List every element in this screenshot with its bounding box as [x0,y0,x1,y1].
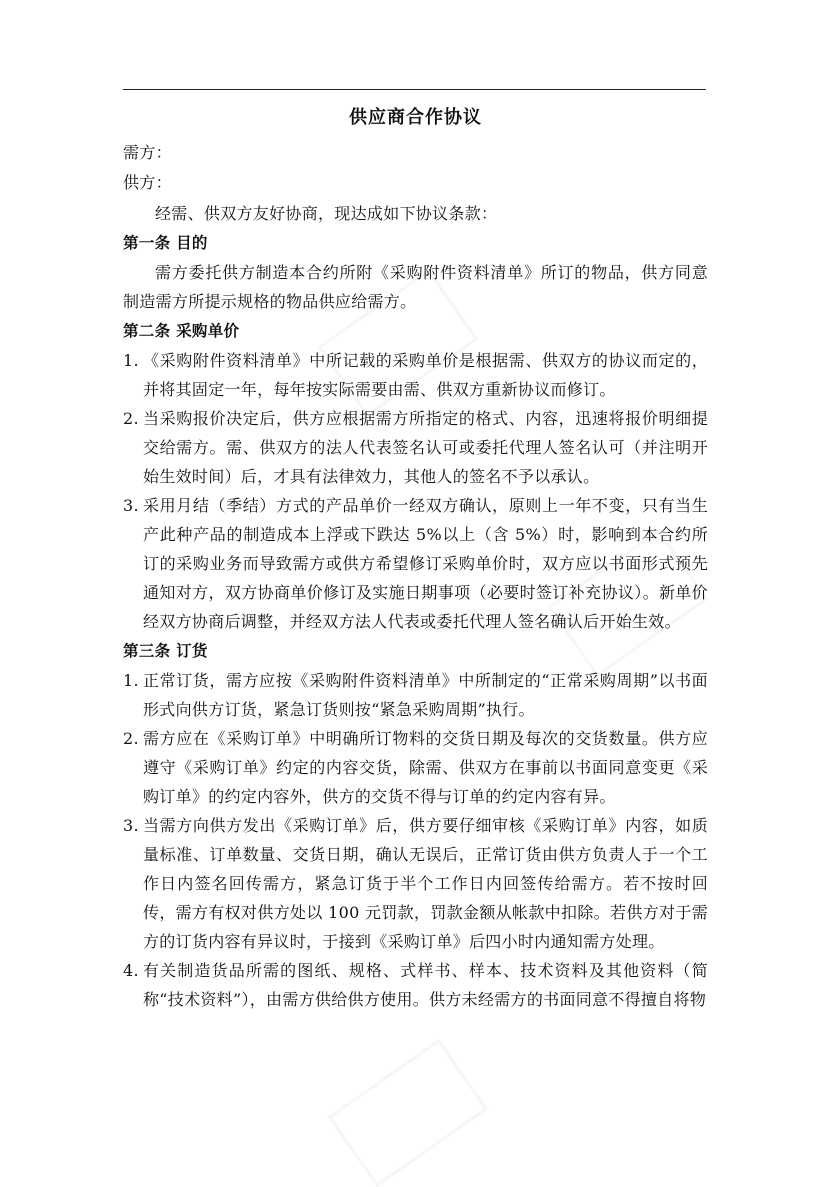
section-heading: 第二条 采购单价 [123,322,240,340]
section-paragraph: 需方委托供方制造本合约所附《采购附件资料清单》所订的物品，供方同意制造需方所提示规格的物品供应给需方。 [123,263,708,311]
clause-number: 1. [123,351,139,370]
watermark-decoration [328,1039,489,1187]
section-heading: 第一条 目的 [123,234,208,252]
party-supplier: 供方： [123,173,172,192]
clause-number: 3. [123,816,139,835]
header-rule [123,89,706,90]
party-buyer: 需方： [123,143,172,162]
list-item [123,404,708,491]
clause-number: 4. [123,961,139,980]
clause-number: 1. [123,671,139,690]
document-title: 供应商合作协议 [349,107,482,128]
document-body [123,100,708,1014]
list-item [123,811,708,956]
clause-list [123,666,708,1014]
intro-paragraph: 经需、供双方友好协商，现达成如下协议条款： [155,204,498,223]
section-heading: 第三条 订货 [123,642,208,660]
clause-text: 《采购附件资料清单》中所记载的采购单价是根据需、供双方的协议而定的，并将其固定一年，每年按实际需要由需、供双方重新协议而修订。 [143,351,708,399]
clause-text: 当采购报价决定后，供方应根据需方所指定的格式、内容，迅速将报价明细提交给需方。需、供双方的法人代表签名认可或委托代理人签名认可（并注明开始生效时间）后，才具有法律效力，其他人的签名不予以承认。 [143,409,708,486]
clause-number: 3. [123,496,139,515]
list-item [123,956,708,1014]
list-item [123,491,708,636]
list-item [123,666,708,724]
clause-number: 2. [123,409,139,428]
clause-text: 当需方向供方发出《采购订单》后，供方要仔细审核《采购订单》内容，如质量标准、订单数量、交货日期，确认无误后，正常订货由供方负责人于一个工作日内签名回传需方，紧急订货于半个工作日内回签传给需方。若不按时回传，需方有权对供方处以 100 元罚款，罚款金额从帐款中扣除。若供方对于需方的订货内容有异议时，于接到《采购订单》后四小时内通知需方处理。 [143,816,708,951]
list-item [123,346,708,404]
clause-text: 需方应在《采购订单》中明确所订物料的交货日期及每次的交货数量。供方应遵守《采购订单》约定的内容交货，除需、供双方在事前以书面同意变更《采购订单》的约定内容外，供方的交货不得与订单的约定内容有异。 [143,729,708,806]
clause-text: 采用月结（季结）方式的产品单价一经双方确认，原则上一年不变，只有当生产此种产品的制造成本上浮或下跌达 5%以上（含 5%）时，影响到本合约所订的采购业务而导致需方或供方希望修订采购单价时，双方应以书面形式预先通知对方，双方协商单价修订及实施日期事项（必要时签订补充协议）。新单价经双方协商后调整，并经双方法人代表或委托代理人签名确认后开始生效。 [143,496,708,631]
clause-list [123,346,708,636]
list-item [123,724,708,811]
clause-text: 有关制造货品所需的图纸、规格、式样书、样本、技术资料及其他资料（简称“技术资料”），由需方供给供方使用。供方未经需方的书面同意不得擅自将物 [143,961,708,1009]
clause-text: 正常订货，需方应按《采购附件资料清单》中所制定的“正常采购周期”以书面形式向供方订货，紧急订货则按“紧急采购周期”执行。 [143,671,708,719]
clause-number: 2. [123,729,139,748]
